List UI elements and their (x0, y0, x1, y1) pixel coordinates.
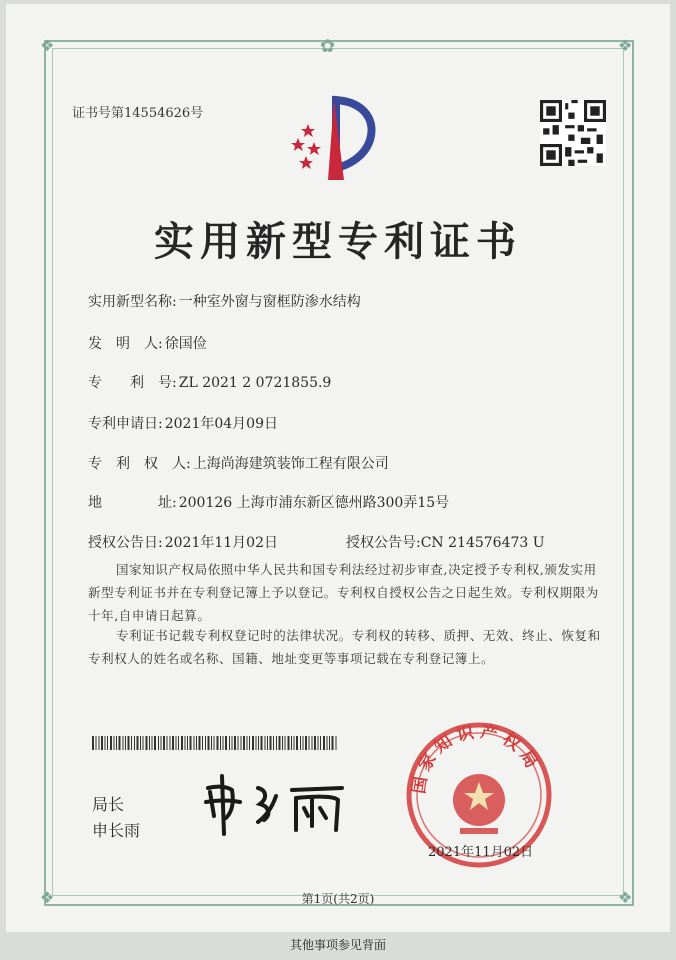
field-label: 专利申请日: (88, 416, 163, 432)
barcode-icon (92, 736, 338, 750)
corner-ornament-icon: ❖ (618, 36, 633, 55)
certificate-number: 证书号第14554626号 (72, 106, 204, 121)
seal-text: 国家知识产权局 (409, 721, 544, 796)
field-address (88, 492, 449, 512)
field-label: 授权公告日: (88, 535, 163, 551)
signatory-title: 局长 (92, 795, 125, 814)
field-value: 2021年11月02日 (164, 535, 278, 551)
legal-status-paragraph: 专利证书记载专利权登记时的法律状况。专利权的转移、质押、无效、终止、恢复和专利权人的姓名或名称、国籍、地址变更等事项记载在专利登记簿上。 (88, 628, 601, 666)
qr-code-icon (540, 100, 606, 166)
field-grant-announcement-date (88, 532, 278, 552)
field-label: 专 利 号: (88, 375, 177, 391)
top-ornament-icon: ✿ (320, 36, 336, 57)
field-utility-model-name (88, 291, 361, 311)
field-label: 专 利 权 人: (88, 456, 191, 472)
handwritten-signature (196, 768, 356, 838)
field-value: 上海尚海建筑装饰工程有限公司 (192, 456, 389, 472)
page-number: 第1页(共2页) (301, 892, 375, 906)
field-patent-number (88, 372, 331, 392)
field-patentee (88, 453, 389, 473)
grant-statement-paragraph: 国家知识产权局依照中华人民共和国专利法经过初步审查,决定授予专利权,颁发实用新型专利证书并在专利登记簿上予以登记。专利权自授权公告之日起生效。专利权期限为十年,自申请日起算。 (88, 562, 599, 623)
corner-ornament-icon: ❖ (40, 36, 55, 55)
field-value: 2021年04月09日 (164, 416, 278, 432)
field-application-date (88, 413, 278, 433)
field-label: 地 址: (88, 495, 177, 511)
corner-ornament-icon: ❖ (618, 888, 633, 907)
field-value: CN 214576473 U (420, 535, 545, 551)
field-inventor (88, 333, 207, 353)
field-value: 一种室外窗与窗框防渗水结构 (178, 294, 361, 310)
field-value: 徐国俭 (164, 336, 207, 352)
field-grant-announcement-number (346, 532, 545, 552)
field-label: 授权公告号: (346, 535, 421, 551)
certificate-title: 实用新型专利证书 (154, 219, 522, 265)
patent-office-logo-icon (284, 90, 384, 190)
corner-ornament-icon: ❖ (40, 888, 55, 907)
field-value: 200126 上海市浦东新区德州路300弄15号 (178, 495, 450, 511)
signatory-name: 申长雨 (92, 821, 141, 840)
seal-date: 2021年11月02日 (428, 845, 534, 860)
field-label: 实用新型名称: (88, 294, 177, 310)
field-label: 发 明 人: (88, 336, 163, 352)
field-value: ZL 2021 2 0721855.9 (178, 375, 332, 391)
footer-note: 其他事项参见背面 (289, 938, 386, 952)
